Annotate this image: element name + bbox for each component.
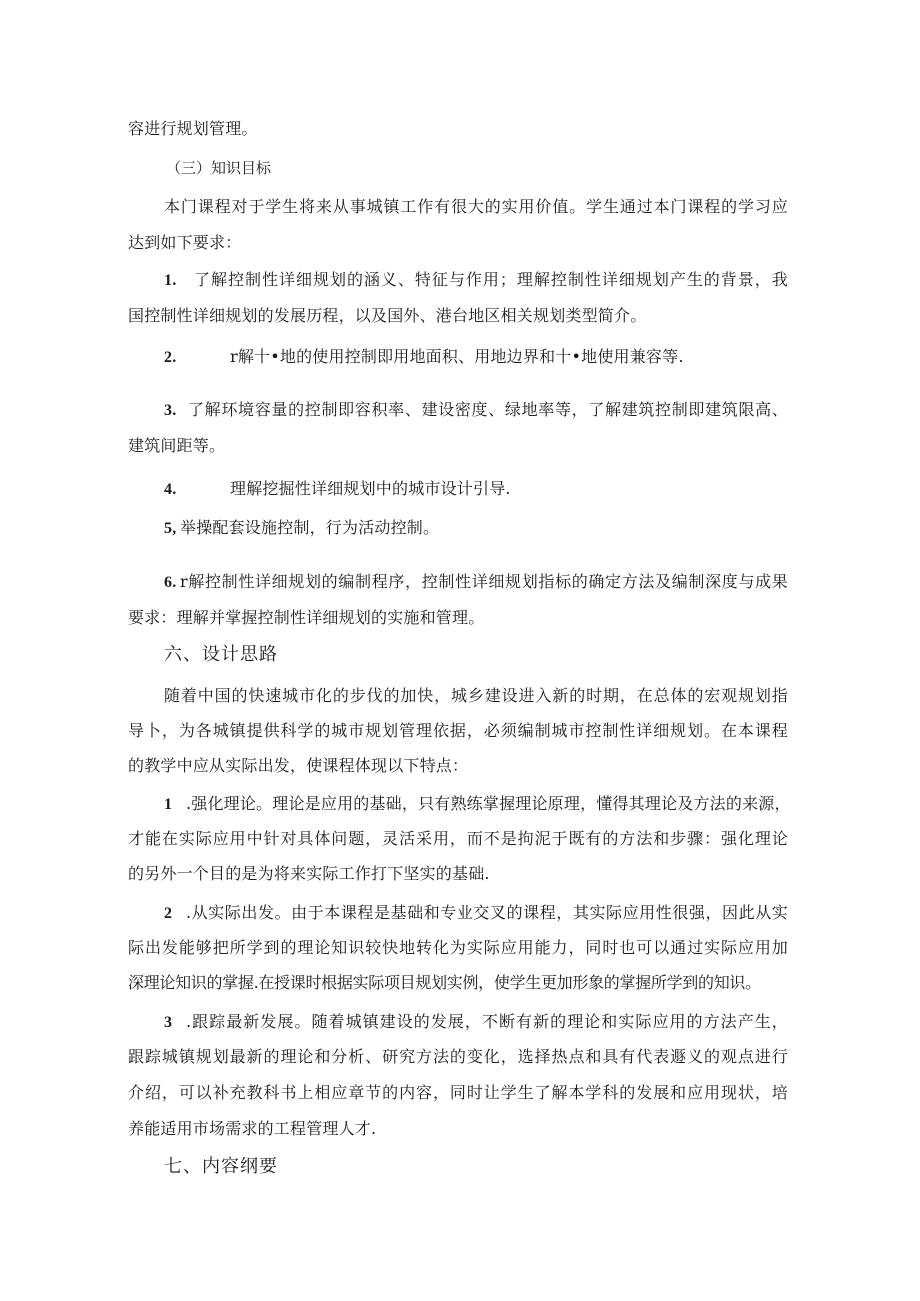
item-number: 3. — [164, 402, 177, 419]
list-item-1-line-1: 了解控制性详细规划的涵义、特征与作用；理解控制性详细规划产生的背景，我 — [194, 270, 788, 289]
item-number: 2. — [164, 349, 177, 366]
item-number: 6. — [164, 574, 177, 591]
list-item-1-line-2: 国控制性详细规划的发展历程，以及国外、港台地区相关规划类型简介。 — [128, 306, 647, 325]
item-number: 2 — [164, 905, 173, 922]
list-item-2-number — [164, 346, 204, 369]
list-item-2-line-1: r解十•地的使用控制即用地面积、用地边界和十•地使用兼容等. — [230, 347, 684, 366]
list-item-4-line-1: 理解挖掘性详细规划中的城市设计引导. — [230, 479, 511, 498]
feature-1-line-3: 的另外一个目的是为将来实际工作打下坚实的基础. — [128, 864, 490, 883]
paragraph-design-line-2: 导卜，为各城镇提供科学的城市规划管理依据，必须编制城市控制性详细规划。在本课程 — [128, 721, 788, 740]
item-number: 3 — [164, 1014, 173, 1031]
item-number: 1 — [164, 796, 173, 813]
section-subheading-knowledge-goals: （三）知识目标 — [166, 159, 272, 177]
list-item-4-number — [164, 478, 204, 501]
list-item-5-line-1: 举操配套设施控制，行为活动控制。 — [180, 518, 440, 537]
list-item-6-line-1: r解控制性详细规划的编制程序，控制性详细规划指标的确定方法及编制深度与成果 — [180, 572, 788, 591]
item-number: 1. — [164, 272, 177, 289]
paragraph-intro-line-1: 本门课程对于学生将来从事城镇工作有很大的实用价值。学生通过本门课程的学习应 — [164, 197, 788, 216]
feature-2-line-2: 际出发能够把所学到的理论知识较快地转化为实际应用能力，同时也可以通过实际应用加 — [128, 938, 788, 957]
feature-3-line-3: 介绍，可以补充教科书上相应章节的内容，同时让学生了解本学科的发展和应用现状，培 — [128, 1083, 788, 1102]
paragraph-design-line-3: 的教学中应从实际出发，使课程体现以下特点： — [128, 756, 469, 775]
feature-3-line-4: 养能适用市场需求的工程管理人才. — [128, 1119, 377, 1138]
feature-1-line-2: 才能在实际应用中针对具体问题，灵活采用，而不是拘泥于既有的方法和步骤：强化理论 — [128, 829, 788, 848]
list-item-3-line-1: 了解环境容量的控制即容积率、建设密度、绿地率等，了解建筑控制即建筑限高、 — [188, 400, 788, 419]
item-number: 5, — [164, 520, 177, 537]
paragraph-design-line-1: 随着中国的快速城市化的步伐的加快，城乡建设进入新的时期，在总体的宏观规划指 — [164, 686, 788, 705]
item-number: 4. — [164, 481, 177, 498]
feature-3-line-1: .跟踪最新发展。随着城镇建设的发展，不断有新的理论和实际应用的方法产生， — [186, 1012, 788, 1031]
feature-1-line-1: .强化理论。理论是应用的基础，只有熟练掌握理论原理，懂得其理论及方法的来源， — [186, 794, 791, 813]
list-item-6-line-2: 要求：理解并掌握控制性详细规划的实施和管理。 — [128, 608, 485, 627]
feature-3-line-2: 跟踪城镇规划最新的理论和分析、研究方法的变化，选择热点和具有代表遯义的观点进行 — [128, 1047, 788, 1066]
continued-text-line: 容进行规划管理。 — [128, 119, 258, 138]
section-heading-content-outline: 七、内容纲要 — [164, 1156, 278, 1177]
paragraph-intro-line-2: 达到如下要求： — [128, 233, 242, 252]
feature-2-line-3: 深理论知识的掌握.在授课时根据实际项目规划实例，使学生更加形象的掌握所学到的知识。 — [128, 973, 761, 992]
list-item-3-line-2: 建筑间距等。 — [128, 436, 226, 455]
section-heading-design-approach: 六、设计思路 — [164, 644, 278, 665]
feature-2-line-1: .从实际出发。由于本课程是基础和专业交叉的课程，其实际应用性很强，因此从实 — [186, 903, 788, 922]
